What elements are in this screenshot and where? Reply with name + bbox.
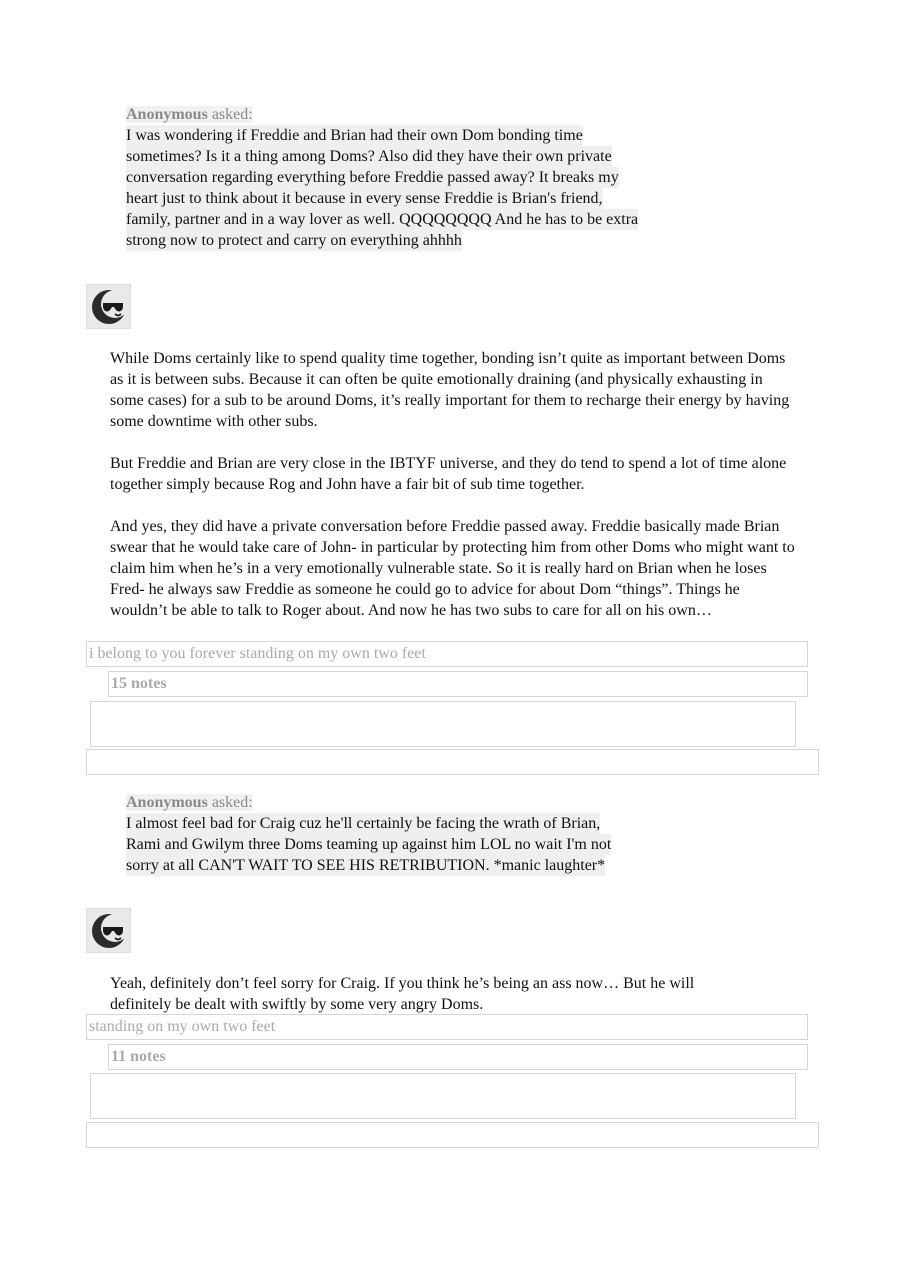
asker-line [126, 104, 253, 125]
post-separator-box [86, 749, 819, 775]
notes-count[interactable] [108, 671, 808, 697]
notes-count[interactable] [108, 1044, 808, 1070]
sunglasses-moon-avatar-icon [90, 912, 128, 950]
post-2 [0, 780, 905, 1160]
avatar[interactable] [86, 908, 131, 953]
question-line: sorry at all CAN'T WAIT TO SEE HIS RETRIBUTION. *manic laughter* [126, 857, 606, 874]
asker-name[interactable]: Anonymous [126, 106, 208, 123]
asked-word: asked: [211, 794, 253, 811]
notes-label[interactable]: 11 notes [111, 1048, 166, 1065]
asker-line [126, 792, 253, 813]
answer-paragraph: Yeah, definitely don’t feel sorry for Craig. If you think he’s being an ass now… But he will definitely be dealt with swiftly by some very angry Doms. [110, 975, 695, 1013]
answer-paragraph: And yes, they did have a private conversation before Freddie passed away. Freddie basically made Brian swear that he would take care of John- in particular by protecting him from other Doms who might want to claim him when he’s in a very emotionally vulnerable state. So it is really hard on Brian when he loses Fred- he always saw Freddie as someone he could go to advice for about Dom “things”. Things he wouldn’t be able to talk to Roger about. And now he has two subs to care for all on his own… [110, 518, 795, 619]
answer-paragraph: But Freddie and Brian are very close in the IBTYF universe, and they do tend to spend a lot of time alone together simply because Rog and John have a fair bit of sub time together. [110, 455, 787, 493]
asker-name[interactable]: Anonymous [126, 794, 208, 811]
answer-paragraph: While Doms certainly like to spend quality time together, bonding isn’t quite as important between Doms as it is between subs. Because it can often be quite emotionally draining (and physically exhausting in some cases) for a sub to be around Doms, it’s really important for them to recharge their energy by having some downtime with other subs. [110, 350, 790, 430]
question-block [126, 125, 638, 251]
question-line: strong now to protect and carry on everything ahhhh [126, 232, 462, 249]
post-separator-box [86, 1122, 819, 1148]
tags-text[interactable]: standing on my own two feet [89, 1018, 276, 1035]
tags-bar[interactable] [86, 1014, 808, 1040]
answer-body [110, 973, 700, 1015]
post-footer-box [90, 1073, 796, 1119]
question-line: conversation regarding everything before Freddie passed away? It breaks my [126, 169, 619, 186]
avatar[interactable] [86, 284, 131, 329]
question-line: I almost feel bad for Craig cuz he'll certainly be facing the wrath of Brian, [126, 815, 601, 832]
asked-word: asked: [211, 106, 253, 123]
notes-label[interactable]: 15 notes [111, 675, 167, 692]
question-line: Rami and Gwilym three Doms teaming up against him LOL no wait I'm not [126, 836, 612, 853]
post-footer-box [90, 701, 796, 747]
question-line: sometimes? Is it a thing among Doms? Also did they have their own private [126, 148, 612, 165]
question-block [126, 813, 611, 876]
tags-bar[interactable] [86, 641, 808, 667]
answer-body [110, 348, 800, 621]
sunglasses-moon-avatar-icon [90, 288, 128, 326]
question-line: I was wondering if Freddie and Brian had their own Dom bonding time [126, 127, 583, 144]
question-line: family, partner and in a way lover as well. QQQQQQQQ And he has to be extra [126, 211, 639, 228]
tags-text[interactable]: i belong to you forever standing on my own two feet [89, 645, 426, 662]
question-line: heart just to think about it because in every sense Freddie is Brian's friend, [126, 190, 603, 207]
